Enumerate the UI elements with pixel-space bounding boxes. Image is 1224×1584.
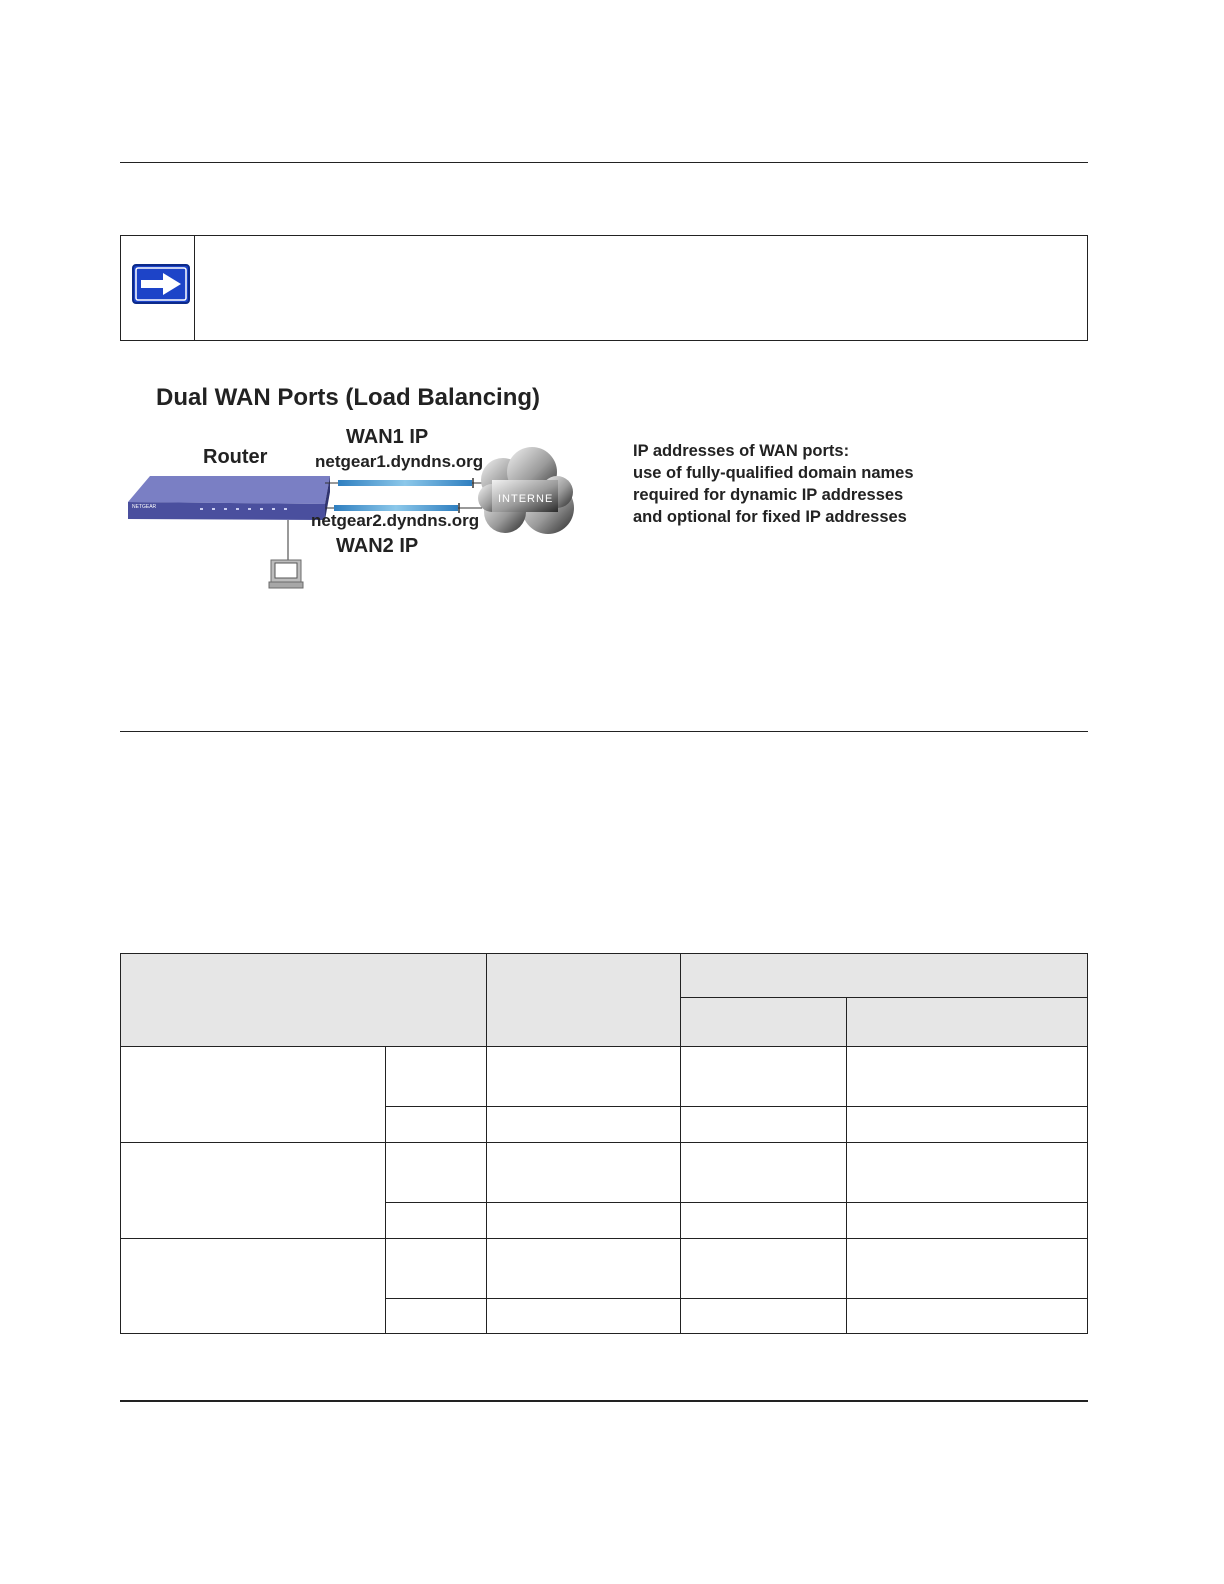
table-cell [386,1107,487,1143]
table-cell [487,1239,681,1299]
computer-icon [269,560,303,588]
dual-wan-diagram [120,380,640,600]
table-cell [847,1203,1088,1239]
diagram-notes [633,440,914,528]
table-cell [386,1239,487,1299]
table-cell [681,1107,847,1143]
table-cell [121,1047,386,1143]
table-cell [487,1107,681,1143]
wan-config-table [120,953,1088,1334]
note-box [120,235,1088,341]
wan1-host: netgear1.dyndns.org [315,452,484,471]
table-header-cell [487,954,681,1047]
table-cell [386,1047,487,1107]
table-cell [121,1143,386,1239]
header-rule [120,162,1088,163]
table-cell [487,1203,681,1239]
footer-rule [120,1400,1088,1402]
table-header-cell [121,954,487,1047]
table-cell [487,1143,681,1203]
router-label: Router [203,446,268,468]
table-header-cell [681,998,847,1047]
table-cell [487,1299,681,1334]
table-cell [681,1299,847,1334]
table-cell [386,1299,487,1334]
arrow-right-icon [132,264,190,304]
diagram-note-line: required for dynamic IP addresses [633,486,904,504]
table-row [121,1239,1088,1299]
diagram-note-line: IP addresses of WAN ports: [633,442,850,460]
table-cell [681,1143,847,1203]
section-rule [120,731,1088,732]
wan1-label: WAN1 IP [346,426,429,448]
table-cell [847,1107,1088,1143]
table-header-row [121,954,1088,998]
table-cell [847,1143,1088,1203]
note-icon-cell [121,236,195,340]
wan2-label: WAN2 IP [336,535,419,557]
cloud-icon [478,447,574,534]
table-cell [386,1143,487,1203]
table-header-cell [681,954,1088,998]
table-cell [847,1299,1088,1334]
diagram-note-line: and optional for fixed IP addresses [633,508,907,526]
table-cell [681,1239,847,1299]
table-cell [121,1239,386,1334]
table-cell [847,1239,1088,1299]
diagram-note-line: use of fully-qualified domain names [633,464,914,482]
cloud-label: INTERNE [498,493,554,505]
table-header-cell [847,998,1088,1047]
wan1-link [325,478,482,488]
table-cell [681,1203,847,1239]
table-cell [386,1203,487,1239]
table-cell [847,1047,1088,1107]
router-icon [128,476,330,520]
table-row [121,1143,1088,1203]
table-row [121,1047,1088,1107]
diagram-title: Dual WAN Ports (Load Balancing) [156,384,541,411]
diagram-graphics [120,380,640,600]
wan2-host: netgear2.dyndns.org [311,511,480,530]
svg-text:NETGEAR: NETGEAR [132,504,157,510]
table-cell [681,1047,847,1107]
table-cell [487,1047,681,1107]
